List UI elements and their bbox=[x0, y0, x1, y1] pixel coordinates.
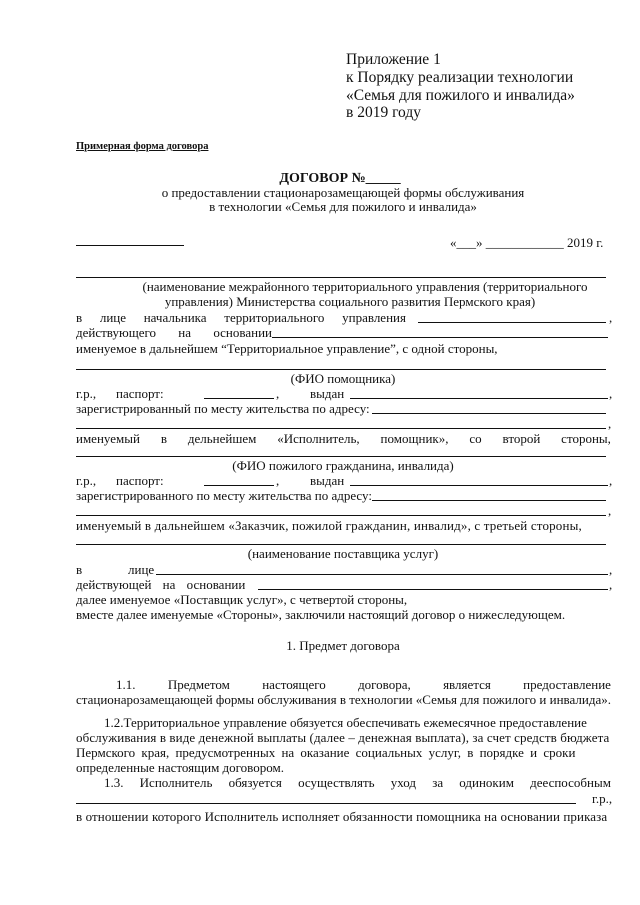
contract-subtitle-2: в технологии «Семья для пожилого и инвалида» bbox=[209, 199, 477, 214]
appendix-line-1: Приложение 1 bbox=[346, 51, 441, 68]
comma: , bbox=[609, 310, 613, 325]
p1-2-line4: определенные настоящим договором. bbox=[76, 760, 284, 775]
word: договора, bbox=[358, 677, 411, 692]
address-line-1 bbox=[372, 500, 606, 501]
comma: , bbox=[276, 473, 280, 488]
form-label: Примерная форма договора bbox=[76, 141, 209, 152]
p1-1-row bbox=[116, 677, 611, 692]
gr-label: г.р., bbox=[76, 386, 97, 401]
word: основании bbox=[213, 325, 272, 340]
passport-line bbox=[204, 398, 274, 399]
word: 1.1. bbox=[116, 677, 136, 692]
acting-row bbox=[76, 325, 272, 340]
p1-2-line2: обслуживания в виде денежной выплаты (далее – денежная выплата), за счет средств бюджета bbox=[76, 730, 610, 745]
word: действующего bbox=[76, 325, 156, 340]
p1-3-gr: г.р., bbox=[592, 791, 613, 806]
issued-label: выдан bbox=[310, 386, 345, 401]
address-line-2 bbox=[76, 515, 606, 516]
comma: , bbox=[609, 562, 613, 577]
person-label: лице bbox=[128, 562, 155, 577]
contract-title: ДОГОВОР №_____ bbox=[279, 171, 401, 186]
p1-3-line3: в отношении которого Исполнитель исполняет обязанности помощника на основании приказа bbox=[76, 809, 608, 824]
p1-3-row bbox=[104, 775, 611, 790]
provider-named: далее именуемое «Поставщик услуг», с четвертой стороны, bbox=[76, 592, 408, 607]
in-person-row bbox=[76, 310, 406, 325]
acting-on-basis: действующей на основании bbox=[76, 577, 246, 592]
comma: , bbox=[276, 386, 280, 401]
contract-subtitle-1: о предоставлении стационарозамещающей формы обслуживания bbox=[161, 185, 525, 200]
helper-name-line bbox=[76, 369, 606, 370]
word: «Исполнитель, bbox=[277, 431, 360, 446]
word: дееспособным bbox=[530, 775, 611, 790]
word: одиноким bbox=[459, 775, 514, 790]
provider-caption: (наименование поставщика услуг) bbox=[247, 546, 439, 561]
acting-basis-line bbox=[272, 337, 608, 338]
comma: , bbox=[609, 577, 613, 592]
p1-2-line1: 1.2.Территориальное управление обязуется обеспечивать ежемесячное предоставление bbox=[104, 715, 587, 730]
contract-date: «___» ____________ 2019 г. bbox=[450, 235, 604, 250]
appendix-line-3: «Семья для пожилого и инвалида» bbox=[346, 87, 575, 104]
word: управления bbox=[342, 310, 406, 325]
comma: , bbox=[608, 503, 612, 518]
issued-label: выдан bbox=[310, 473, 345, 488]
head-name-line bbox=[418, 322, 606, 323]
comma: , bbox=[609, 473, 613, 488]
word: предоставление bbox=[523, 677, 611, 692]
word: осуществлять bbox=[298, 775, 375, 790]
territorial-name-line bbox=[76, 277, 606, 278]
gr-label: г.р., bbox=[76, 473, 97, 488]
word: уход bbox=[390, 775, 417, 790]
word: Исполнитель bbox=[139, 775, 213, 790]
comma: , bbox=[609, 386, 613, 401]
address-line-1 bbox=[372, 413, 606, 414]
registered-m: зарегистрированный по месту жительства по адресу: bbox=[76, 401, 370, 416]
word: лице bbox=[99, 310, 127, 325]
territorial-named: именуемое в дальнейшем “Территориальное управление”, с одной стороны, bbox=[76, 341, 498, 356]
p1-3-person-line bbox=[76, 803, 576, 804]
word: 1.3. bbox=[104, 775, 124, 790]
territorial-caption-2: управления) Министерства социального развития Пермского края) bbox=[164, 294, 536, 309]
word: со bbox=[469, 431, 482, 446]
word: территориального bbox=[224, 310, 325, 325]
in-label: в bbox=[76, 562, 83, 577]
helper-caption: (ФИО помощника) bbox=[290, 371, 396, 386]
elder-caption: (ФИО пожилого гражданина, инвалида) bbox=[232, 458, 454, 473]
word: именуемый bbox=[76, 431, 140, 446]
section-1-heading: 1. Предмет договора bbox=[286, 638, 400, 653]
address-line-2 bbox=[76, 428, 606, 429]
word: на bbox=[178, 325, 192, 340]
provider-person-line bbox=[156, 574, 608, 575]
word: является bbox=[443, 677, 491, 692]
word: помощник», bbox=[380, 431, 449, 446]
helper-named-row bbox=[76, 431, 611, 446]
registered-n: зарегистрированного по месту жительства по адресу: bbox=[76, 488, 372, 503]
passport-label: паспорт: bbox=[116, 386, 164, 401]
appendix-line-4: в 2019 году bbox=[346, 104, 421, 121]
appendix-line-2: к Порядку реализации технологии bbox=[346, 69, 574, 86]
passport-label: паспорт: bbox=[116, 473, 164, 488]
issued-line bbox=[350, 398, 608, 399]
word: второй bbox=[502, 431, 541, 446]
p1-1-line2: стационарозамещающей формы обслуживания в технологии «Семья для пожилого и инвалида». bbox=[76, 692, 611, 707]
p1-2-line3: Пермского края, предусмотренных на оказание социальных услуг, в порядке и сроки bbox=[76, 745, 576, 760]
provider-basis-line bbox=[258, 589, 608, 590]
word: настоящего bbox=[262, 677, 326, 692]
word: в bbox=[160, 431, 167, 446]
elder-name-line bbox=[76, 456, 606, 457]
word: за bbox=[432, 775, 444, 790]
issued-line bbox=[350, 485, 608, 486]
word: обязуется bbox=[228, 775, 282, 790]
word: стороны, bbox=[561, 431, 611, 446]
provider-name-line bbox=[76, 544, 606, 545]
word: в bbox=[76, 310, 83, 325]
together-statement: вместе далее именуемые «Стороны», заключили настоящий договор о нижеследующем. bbox=[76, 607, 566, 622]
word: дельнейшем bbox=[187, 431, 257, 446]
comma: , bbox=[608, 416, 612, 431]
word: начальника bbox=[143, 310, 207, 325]
place-blank bbox=[76, 245, 184, 246]
passport-line bbox=[204, 485, 274, 486]
word: Предметом bbox=[167, 677, 230, 692]
territorial-caption-1: (наименование межрайонного территориального управления (территориального bbox=[142, 279, 588, 294]
customer-named: именуемый в дальнейшем «Заказчик, пожилой гражданин, инвалид», с третьей стороны, bbox=[76, 518, 582, 533]
